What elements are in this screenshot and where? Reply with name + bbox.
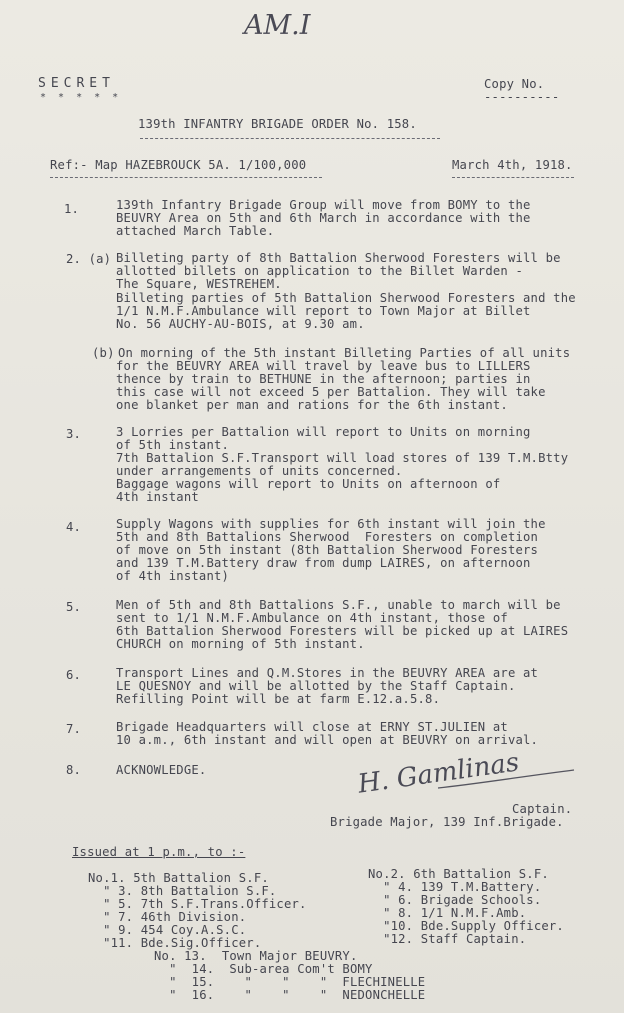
order-title: 139th INFANTRY BRIGADE ORDER No. 158.	[138, 117, 417, 131]
signatory-rank: Captain.	[512, 802, 573, 816]
distribution-entry: " 8. 1/1 N.M.F.Amb.	[368, 906, 527, 920]
para-7-number: 7.	[66, 722, 82, 736]
para-3-line: under arrangements of units concerned.	[116, 464, 403, 478]
distribution-entry: " 7. 46th Division.	[88, 910, 247, 924]
para-2a-line: The Square, WESTREHEM.	[116, 277, 282, 291]
distribution-entry: No. 13. Town Major BEUVRY.	[154, 949, 358, 963]
issued-line: Issued at 1 p.m., to :-	[72, 845, 246, 859]
para-5-line: Men of 5th and 8th Battalions S.F., unable to march will be	[116, 598, 561, 612]
para-2a-line: Billeting parties of 5th Battalion Sherwood Foresters and the	[116, 291, 576, 305]
para-4-line: 5th and 8th Battalions Sherwood Foresters on completion	[116, 530, 539, 544]
signature-flourish	[436, 766, 576, 796]
para-3-line: Baggage wagons will report to Units on afternoon of	[116, 477, 501, 491]
para-2b-number: (b)	[92, 346, 115, 360]
title-underline	[140, 138, 440, 139]
distribution-entry: No.2. 6th Battalion S.F.	[368, 867, 549, 881]
distribution-entry: "12. Staff Captain.	[368, 932, 527, 946]
distribution-entry: " 3. 8th Battalion S.F.	[88, 884, 277, 898]
distribution-entry: " 14. Sub-area Com't BOMY	[154, 962, 373, 976]
distribution-entry: " 6. Brigade Schools.	[368, 893, 542, 907]
distribution-entry: No.1. 5th Battalion S.F.	[88, 871, 269, 885]
para-5-line: 6th Battalion Sherwood Foresters will be picked up at LAIRES	[116, 624, 569, 638]
para-3-line: of 5th instant.	[116, 438, 230, 452]
para-8-line: ACKNOWLEDGE.	[116, 763, 207, 777]
para-6-line: Refilling Point will be at farm E.12.a.5.8.	[116, 692, 441, 706]
para-6-line: LE QUESNOY and will be allotted by the Staff Captain.	[116, 679, 516, 693]
distribution-entry: " 4. 139 T.M.Battery.	[368, 880, 542, 894]
copy-number-dashes: ----------	[484, 90, 560, 104]
classification: SECRET	[38, 76, 115, 91]
para-4-number: 4.	[66, 520, 82, 534]
order-date: March 4th, 1918.	[452, 158, 573, 172]
para-1-line: BEUVRY Area on 5th and 6th March in accordance with the	[116, 211, 531, 225]
para-6-line: Transport Lines and Q.M.Stores in the BEUVRY AREA are at	[116, 666, 539, 680]
classification-stars: * * * * *	[40, 92, 122, 103]
para-5-line: CHURCH on morning of 5th instant.	[116, 637, 365, 651]
distribution-entry: " 9. 454 Coy.A.S.C.	[88, 923, 247, 937]
para-2a-number: 2. (a)	[66, 252, 112, 266]
para-3-line: 4th instant	[116, 490, 199, 504]
map-reference: Ref:- Map HAZEBROUCK 5A. 1/100,000	[50, 158, 307, 172]
para-2a-line: Billeting party of 8th Battalion Sherwood Foresters will be	[116, 251, 561, 265]
para-2b-line: On morning of the 5th instant Billeting Parties of all units	[118, 346, 571, 360]
signature: H. Gamlinas	[356, 747, 521, 800]
para-2b-line: this case will not exceed 5 per Battalion. They will take	[116, 385, 546, 399]
para-4-line: and 139 T.M.Battery draw from dump LAIRES, on afternoon	[116, 556, 531, 570]
distribution-entry: " 5. 7th S.F.Trans.Officer.	[88, 897, 307, 911]
para-5-line: sent to 1/1 N.M.F.Ambulance on 4th instant, those of	[116, 611, 508, 625]
para-3-number: 3.	[66, 427, 82, 441]
handwritten-reference: AM.I	[244, 10, 311, 41]
para-5-number: 5.	[66, 600, 82, 614]
signatory-appointment: Brigade Major, 139 Inf.Brigade.	[330, 815, 564, 829]
para-3-line: 7th Battalion S.F.Transport will load stores of 139 T.M.Btty	[116, 451, 569, 465]
para-1-number: 1.	[64, 202, 80, 216]
distribution-entry: "10. Bde.Supply Officer.	[368, 919, 564, 933]
distribution-entry: " 15. " " " FLECHINELLE	[154, 975, 426, 989]
para-2a-line: No. 56 AUCHY-AU-BOIS, at 9.30 am.	[116, 317, 365, 331]
para-3-line: 3 Lorries per Battalion will report to Units on morning	[116, 425, 531, 439]
distribution-entry: "11. Bde.Sig.Officer.	[88, 936, 262, 950]
para-2b-line: for the BEUVRY AREA will travel by leave bus to LILLERS	[116, 359, 531, 373]
para-8-number: 8.	[66, 763, 82, 777]
para-6-number: 6.	[66, 668, 82, 682]
para-1-line: attached March Table.	[116, 224, 275, 238]
para-7-line: Brigade Headquarters will close at ERNY ST.JULIEN at	[116, 720, 508, 734]
para-4-line: of 4th instant)	[116, 569, 230, 583]
para-2b-line: one blanket per man and rations for the 6th instant.	[116, 398, 508, 412]
ref-underline	[50, 177, 322, 178]
distribution-entry: " 16. " " " NEDONCHELLE	[154, 988, 426, 1002]
para-2a-line: allotted billets on application to the Billet Warden -	[116, 264, 524, 278]
copy-number-label: Copy No.	[484, 77, 545, 91]
para-1-line: 139th Infantry Brigade Group will move from BOMY to the	[116, 198, 531, 212]
para-4-line: Supply Wagons with supplies for 6th instant will join the	[116, 517, 546, 531]
para-4-line: of move on 5th instant (8th Battalion Sherwood Foresters	[116, 543, 539, 557]
date-underline	[452, 177, 574, 178]
para-2b-line: thence by train to BETHUNE in the afternoon; parties in	[116, 372, 531, 386]
para-7-line: 10 a.m., 6th instant and will open at BEUVRY on arrival.	[116, 733, 539, 747]
para-2a-line: 1/1 N.M.F.Ambulance will report to Town Major at Billet	[116, 304, 531, 318]
